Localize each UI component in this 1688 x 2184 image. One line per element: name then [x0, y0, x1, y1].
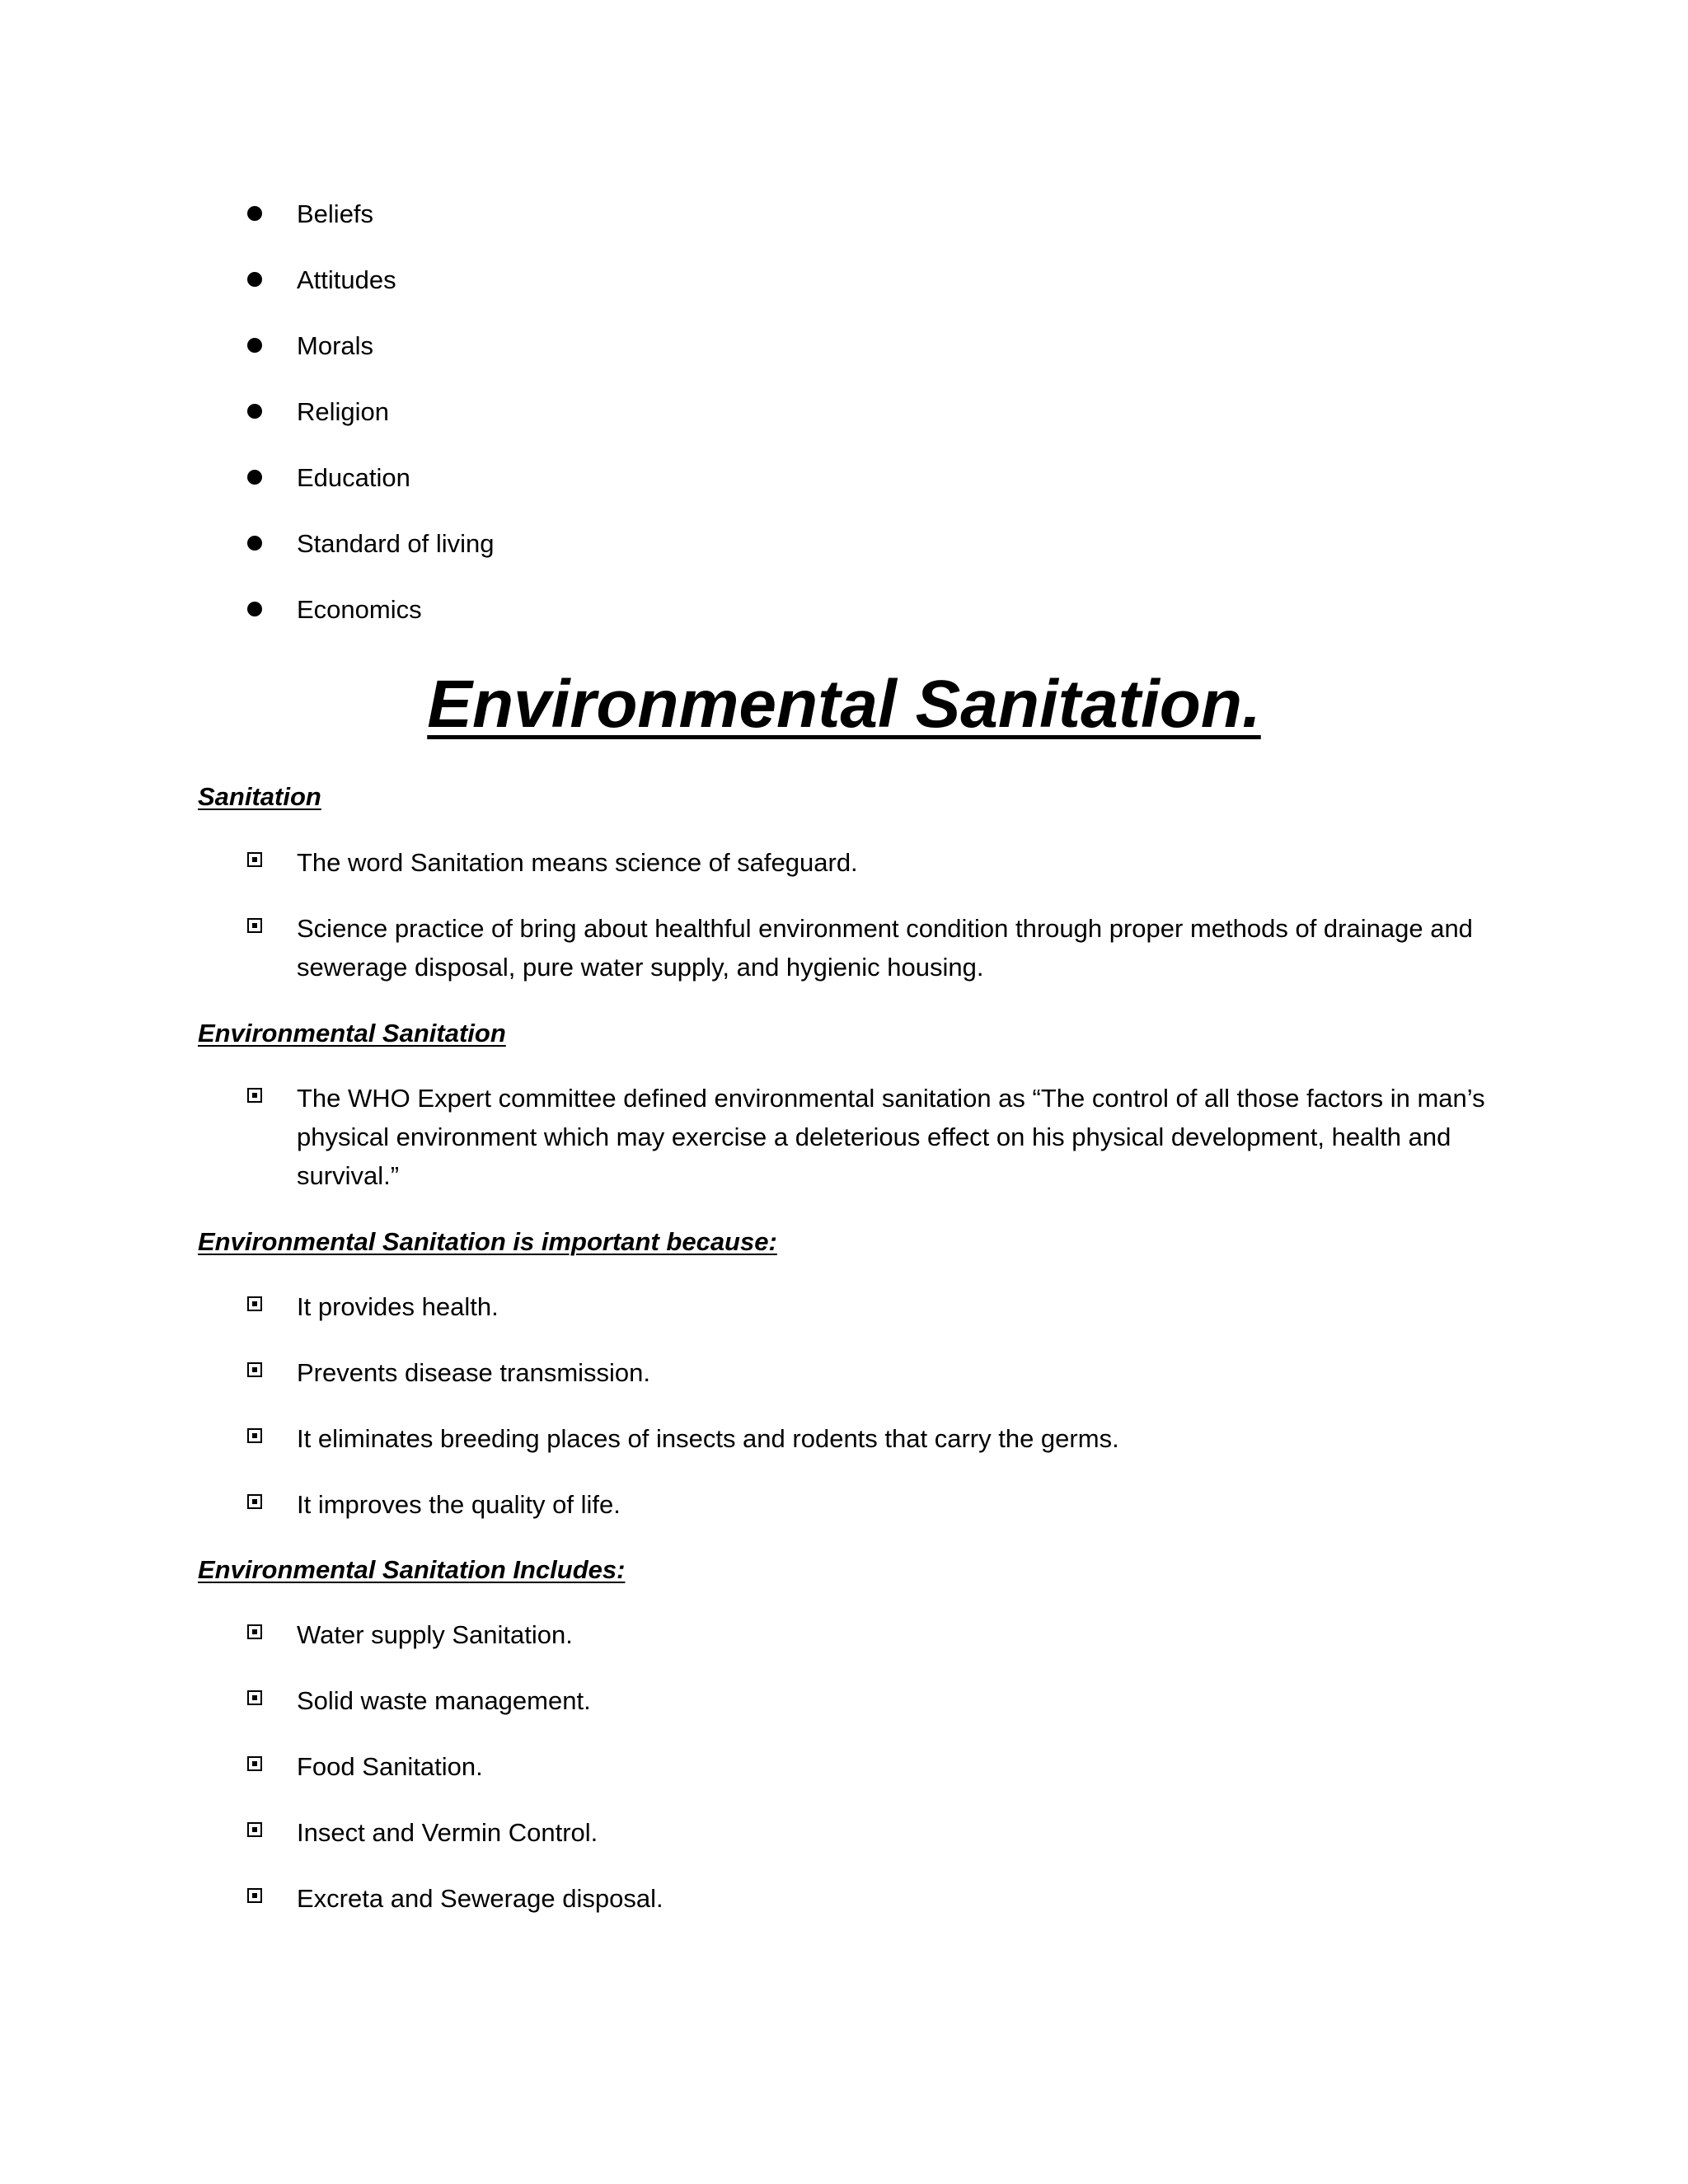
list-item-text: Beliefs	[297, 199, 374, 228]
boxed-bullet-icon	[247, 1624, 262, 1639]
list-item-text: Excreta and Sewerage disposal.	[297, 1884, 663, 1913]
list-item-text: Prevents disease transmission.	[297, 1358, 651, 1387]
bullet-dot-icon	[247, 404, 262, 419]
list-item	[247, 460, 495, 526]
boxed-bullet-icon	[247, 1296, 262, 1311]
boxed-bullet-icon	[247, 1888, 262, 1903]
list-item	[247, 909, 1500, 987]
includes-list	[247, 1615, 1500, 1918]
list-item-text: Education	[297, 463, 410, 492]
boxed-bullet-icon	[247, 852, 262, 867]
list-item-text: Attitudes	[297, 265, 396, 294]
list-item-text: Solid waste management.	[297, 1686, 591, 1715]
list-item-text: It improves the quality of life.	[297, 1490, 621, 1519]
list-item-text: Science practice of bring about healthful environment condition through proper methods of drainage and sewerage disposal, pure water supply, and hygienic housing.	[297, 914, 1473, 982]
list-item-text: It provides health.	[297, 1292, 499, 1321]
list-item	[247, 1287, 1500, 1326]
list-item	[247, 592, 495, 658]
section-heading-environmental-sanitation: Environmental Sanitation	[198, 1019, 506, 1047]
list-item	[247, 196, 495, 262]
section-heading-includes: Environmental Sanitation Includes:	[198, 1555, 626, 1584]
bullet-dot-icon	[247, 470, 262, 485]
section-heading-important: Environmental Sanitation is important because:	[198, 1227, 777, 1256]
list-item-text: Economics	[297, 595, 422, 624]
list-item	[247, 328, 495, 394]
boxed-bullet-icon	[247, 1690, 262, 1705]
bullet-dot-icon	[247, 338, 262, 353]
bullet-dot-icon	[247, 272, 262, 287]
boxed-bullet-icon	[247, 1822, 262, 1837]
boxed-bullet-icon	[247, 918, 262, 933]
boxed-bullet-icon	[247, 1362, 262, 1377]
list-item	[247, 1879, 1500, 1918]
list-item	[247, 1615, 1500, 1654]
list-item	[247, 1485, 1500, 1524]
list-item	[247, 1419, 1500, 1458]
bullet-dot-icon	[247, 206, 262, 221]
bullet-dot-icon	[247, 536, 262, 551]
list-item	[247, 1079, 1500, 1195]
list-item-text: Water supply Sanitation.	[297, 1620, 573, 1649]
section-heading-sanitation: Sanitation	[198, 782, 321, 811]
list-item	[247, 1813, 1500, 1852]
boxed-bullet-icon	[247, 1428, 262, 1443]
list-item-text: Standard of living	[297, 529, 495, 558]
environmental-sanitation-list	[247, 1079, 1500, 1195]
boxed-bullet-icon	[247, 1088, 262, 1103]
bullet-dot-icon	[247, 602, 262, 616]
list-item-text: Religion	[297, 397, 390, 426]
list-item-text: The word Sanitation means science of safeguard.	[297, 848, 858, 877]
list-item-text: Morals	[297, 331, 374, 360]
sanitation-list	[247, 843, 1500, 987]
list-item	[247, 1681, 1500, 1720]
list-item-text: The WHO Expert committee defined environmental sanitation as “The control of all those factors in man’s physical environment which may exercise a deleterious effect on his physical development, health and survival.”	[297, 1084, 1485, 1190]
list-item	[247, 1747, 1500, 1786]
list-item-text: It eliminates breeding places of insects and rodents that carry the germs.	[297, 1424, 1119, 1453]
list-item	[247, 843, 1500, 882]
list-item	[247, 262, 495, 328]
list-item	[247, 1353, 1500, 1392]
list-item-text: Insect and Vermin Control.	[297, 1818, 598, 1847]
boxed-bullet-icon	[247, 1756, 262, 1771]
list-item	[247, 394, 495, 460]
list-item-text: Food Sanitation.	[297, 1752, 483, 1781]
boxed-bullet-icon	[247, 1494, 262, 1509]
list-item	[247, 526, 495, 592]
page-title: Environmental Sanitation.	[427, 667, 1261, 742]
factors-list	[247, 196, 495, 658]
important-list	[247, 1287, 1500, 1524]
